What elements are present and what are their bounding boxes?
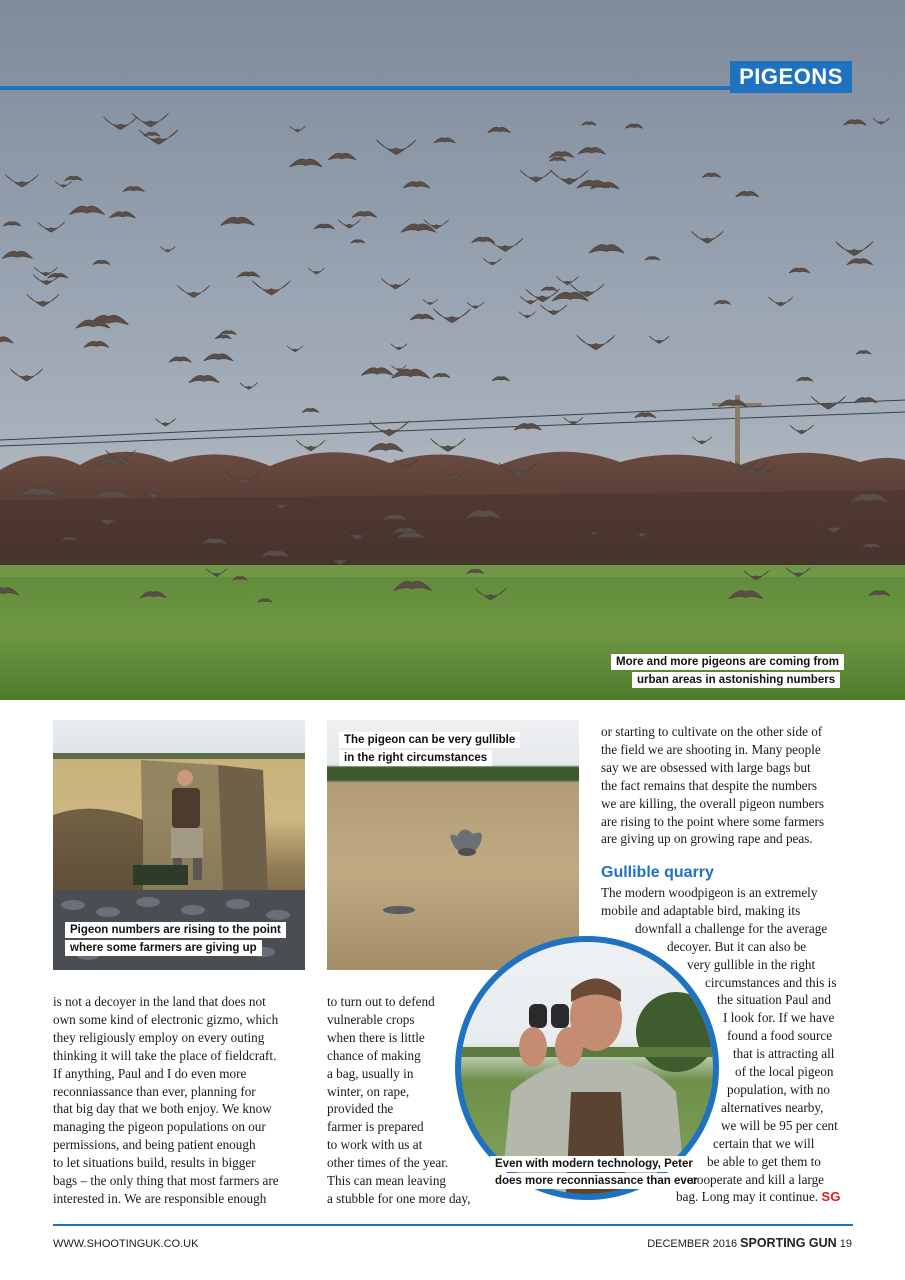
pigeon-silhouette	[144, 132, 161, 136]
text-line: provided the	[327, 1101, 394, 1117]
pigeon-silhouette	[873, 118, 890, 124]
text-line: say we are obsessed with large bags but	[601, 759, 811, 775]
pigeon-silhouette	[290, 159, 323, 167]
text-line: circumstances and this is	[705, 974, 837, 990]
pigeon-silhouette	[582, 122, 597, 126]
pigeon-silhouette	[645, 257, 660, 261]
text-line: If anything, Paul and I do even more	[53, 1065, 247, 1081]
pigeon-silhouette	[290, 126, 306, 132]
pigeon-silhouette	[10, 369, 43, 381]
pigeon-silhouette	[2, 251, 33, 258]
signoff-sg: SG	[821, 1189, 841, 1205]
pigeon-silhouette	[240, 383, 258, 390]
text-line: of the local pigeon	[735, 1064, 834, 1080]
pigeon-silhouette	[556, 276, 578, 284]
pigeon-silhouette	[540, 305, 567, 315]
pigeon-silhouette	[296, 440, 325, 451]
pigeon-silhouette	[252, 281, 290, 295]
pigeon-silhouette	[541, 287, 558, 291]
pigeon-silhouette	[488, 127, 511, 133]
footer-issue-date: DECEMBER 2016	[647, 1238, 738, 1250]
photo-binoculars-caption-line-2: does more reconniassance than ever	[490, 1173, 703, 1189]
photo-man-caption-line-1: Pigeon numbers are rising to the point	[65, 922, 286, 938]
pigeon-silhouette	[430, 438, 465, 451]
pigeon-silhouette	[410, 314, 434, 320]
pigeon-silhouette	[302, 408, 319, 412]
pigeon-silhouette	[564, 417, 584, 424]
pigeon-silhouette	[589, 245, 624, 254]
text-line: I look for. If we have	[723, 1010, 835, 1026]
pigeon-silhouette	[93, 260, 110, 264]
text-line: found a food source	[727, 1028, 833, 1044]
pigeon-silhouette	[220, 331, 237, 335]
pigeon-silhouette	[155, 418, 176, 426]
pigeon-silhouette	[519, 312, 536, 318]
text-line: a bag, usually in	[327, 1065, 414, 1081]
text-line: bags – the only thing that most farmers are	[53, 1173, 279, 1189]
pigeon-silhouette	[856, 351, 871, 355]
body-column-3-top	[601, 723, 857, 848]
pigeon-silhouette	[3, 222, 21, 226]
photo-field-caption-line-2: in the right circumstances	[339, 750, 492, 766]
pigeon-silhouette	[691, 231, 723, 243]
pigeon-silhouette	[0, 337, 13, 343]
pigeon-silhouette	[625, 124, 643, 128]
text-line: to let situations build, results in bigger	[53, 1155, 256, 1171]
pigeon-silhouette	[376, 140, 416, 155]
pigeon-silhouette	[328, 153, 356, 160]
pigeon-silhouette	[123, 186, 145, 191]
text-line: are rising to the point where some farmers	[601, 813, 825, 829]
pigeon-silhouette	[403, 182, 430, 189]
body-column-2	[327, 993, 497, 1208]
pigeon-silhouette	[790, 425, 814, 434]
text-line: interested in. We are responsible enough	[53, 1190, 267, 1206]
pigeon-silhouette	[177, 285, 210, 297]
pigeon-silhouette	[844, 120, 867, 126]
photo-decoy-field	[327, 720, 579, 970]
text-line: farmer is prepared	[327, 1119, 424, 1135]
text-line: the fact remains that despite the numbers	[601, 777, 818, 793]
footer-url: WWW.SHOOTINGUK.CO.UK	[53, 1238, 199, 1250]
pigeon-silhouette	[796, 377, 813, 381]
text-line: very gullible in the right	[687, 956, 816, 972]
pigeon-silhouette	[69, 206, 105, 215]
pigeon-silhouette	[423, 299, 438, 304]
text-line: the field we are shooting in. Many people	[601, 741, 821, 757]
pigeon-silhouette	[847, 259, 873, 265]
pigeon-silhouette	[433, 309, 471, 323]
pigeon-silhouette	[487, 238, 523, 251]
text-line: alternatives nearby,	[721, 1099, 824, 1115]
pigeon-silhouette	[37, 222, 65, 232]
text-line: own some kind of electronic gizmo, which	[53, 1011, 279, 1027]
pigeon-silhouette	[351, 240, 365, 243]
pigeon-silhouette	[578, 147, 606, 154]
text-line: winter, on rape,	[327, 1083, 410, 1099]
hero-caption-line-2: urban areas in astonishing numbers	[632, 672, 840, 688]
pigeon-silhouette	[215, 335, 231, 339]
pigeon-silhouette	[287, 346, 303, 352]
body-column-3-bottom	[601, 884, 857, 1206]
pigeon-silhouette	[169, 357, 192, 363]
pigeon-silhouette	[352, 211, 377, 217]
text-line: we are killing, the overall pigeon numbers	[601, 795, 825, 811]
text-line: we will be 95 per cent	[721, 1117, 838, 1133]
pigeon-silhouette	[139, 130, 178, 145]
text-line: the situation Paul and	[717, 992, 831, 1008]
footer-page-number: 19	[839, 1238, 852, 1250]
text-line: downfall a challenge for the average	[635, 920, 828, 936]
text-line: permissions, and being patient enough	[53, 1137, 256, 1153]
pigeon-silhouette	[789, 268, 810, 273]
text-line: be able to get them to	[707, 1153, 821, 1169]
text-line: they religiously employ on every outing	[53, 1029, 265, 1045]
section-tag: PIGEONS	[730, 61, 852, 93]
pigeon-silhouette	[649, 336, 669, 344]
pigeon-silhouette	[132, 113, 169, 127]
text-line: a stubble for one more day,	[327, 1190, 471, 1206]
pigeon-silhouette	[189, 375, 220, 382]
text-line: are giving up on growing rape and peas.	[601, 831, 813, 847]
pigeon-silhouette	[702, 173, 721, 178]
pigeon-silhouette	[735, 191, 758, 197]
pigeon-silhouette	[103, 117, 137, 130]
pigeon-silhouette	[492, 377, 510, 381]
pigeon-silhouette	[5, 175, 38, 187]
pigeon-silhouette	[55, 181, 72, 187]
text-line: managing the pigeon populations on our	[53, 1119, 266, 1135]
pigeon-silhouette	[391, 344, 407, 350]
pigeon-silhouette	[27, 294, 59, 306]
text-line: mobile and adaptable bird, making its	[601, 902, 801, 918]
text-line: is not a decoyer in the land that does not	[53, 994, 266, 1009]
footer-brand: SPORTING GUN	[740, 1236, 837, 1250]
text-line: certain that we will	[713, 1135, 815, 1151]
text-line: when there is little	[327, 1029, 425, 1045]
pigeon-silhouette	[84, 341, 109, 347]
pigeon-silhouette	[64, 176, 82, 180]
text-line: or starting to cultivate on the other side of	[601, 724, 823, 739]
text-line-last	[601, 1188, 857, 1206]
text-line: thinking it will take the place of fieldcraft.	[53, 1047, 277, 1063]
pigeon-silhouette	[768, 297, 793, 306]
pigeon-silhouette	[204, 354, 233, 361]
text-line: vulnerable crops	[327, 1011, 415, 1027]
pigeon-silhouette	[854, 397, 877, 403]
pigeon-silhouette	[237, 272, 260, 278]
pigeon-silhouette	[392, 369, 430, 378]
subheading: Gullible quarry	[601, 864, 714, 881]
text-line: that is attracting all	[733, 1046, 835, 1062]
footer-issue-block	[647, 1236, 852, 1250]
text-line: that big day that we both enjoy. We know	[53, 1101, 272, 1117]
pigeon-silhouette	[692, 437, 712, 444]
pigeon-silhouette	[160, 246, 175, 252]
text-line: reconniassance than ever, planning for	[53, 1083, 256, 1099]
body-column-1	[53, 993, 308, 1208]
pigeon-silhouette	[109, 212, 135, 218]
photo-man-caption-line-2: where some farmers are giving up	[65, 940, 262, 956]
text-line: other times of the year.	[327, 1155, 449, 1171]
pigeon-silhouette	[520, 170, 552, 182]
pigeon-silhouette	[514, 423, 541, 430]
photo-binoculars-caption-line-1: Even with modern technology, Peter	[490, 1156, 698, 1172]
text-line: cooperate and kill a large	[691, 1171, 825, 1187]
pigeon-silhouette	[434, 138, 456, 143]
pigeon-silhouette	[835, 241, 873, 255]
text-line: to work with us at	[327, 1137, 423, 1153]
pigeon-silhouette	[221, 217, 255, 225]
pigeon-silhouette	[314, 224, 335, 229]
pigeon-silhouette	[577, 335, 615, 349]
text-line: to turn out to defend	[327, 994, 435, 1009]
text-line: This can mean leaving	[327, 1173, 447, 1189]
pigeon-silhouette	[467, 302, 485, 309]
hero-caption-line-1: More and more pigeons are coming from	[611, 654, 844, 670]
pigeon-silhouette	[549, 157, 566, 161]
pigeon-silhouette	[433, 373, 450, 377]
footer-rule	[53, 1224, 853, 1226]
pigeon-silhouette	[483, 258, 501, 265]
pigeon-silhouette	[635, 413, 656, 418]
text-line: population, with no	[727, 1081, 830, 1097]
pigeon-silhouette	[714, 300, 731, 304]
pigeon-silhouette	[338, 220, 361, 228]
pigeon-silhouette	[308, 268, 325, 274]
text-line: decoyer. But it can also be	[667, 938, 807, 954]
text-line: chance of making	[327, 1047, 421, 1063]
pigeon-silhouette	[361, 368, 393, 376]
section-rule	[0, 86, 730, 90]
photo-field-caption-line-1: The pigeon can be very gullible	[339, 732, 520, 748]
pigeon-silhouette	[381, 278, 410, 289]
pigeon-silhouette	[369, 443, 404, 451]
text-line: The modern woodpigeon is an extremely	[601, 885, 818, 900]
pigeon-silhouette	[549, 152, 574, 158]
closing-text: bag. Long may it continue.	[676, 1189, 819, 1205]
photo-man-in-hide	[53, 720, 305, 970]
